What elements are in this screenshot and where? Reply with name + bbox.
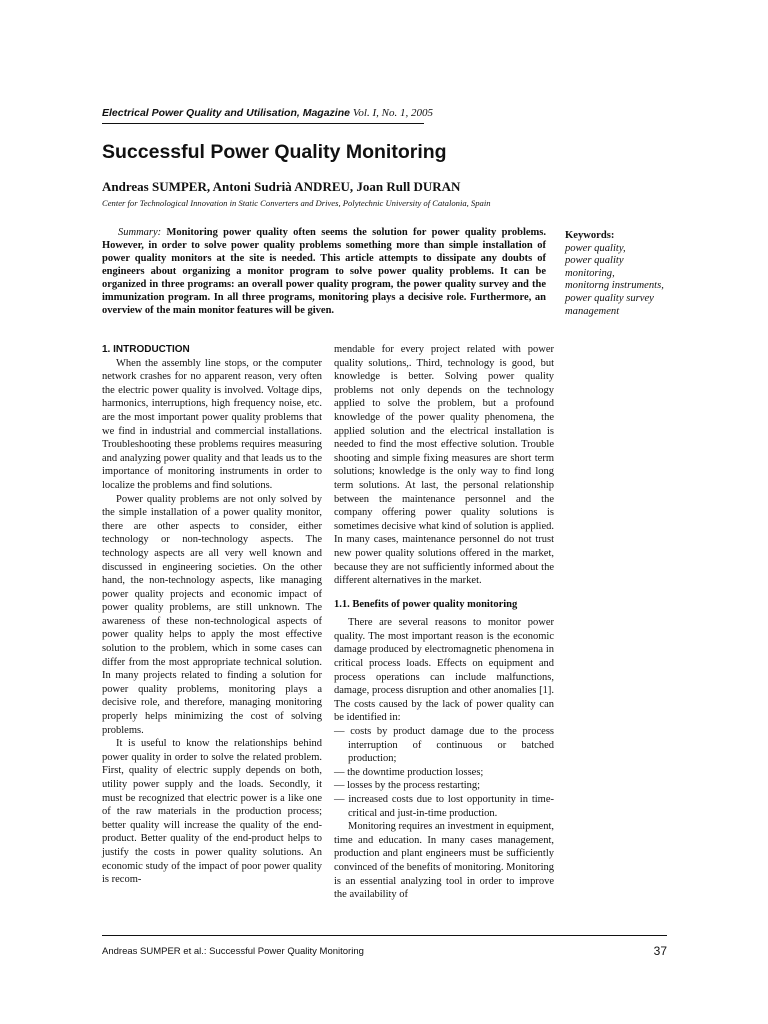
footer-rule <box>102 935 667 936</box>
body-paragraph: There are several reasons to monitor power quality. The most important reason is the economic damage produced by electromagnetic phenomena in critical process loads. Effects on equipment and process operations can include malfunctions, damage, process disruption and other anomalies [1]. The costs caused by the lack of power quality can be identified in: <box>334 617 554 724</box>
article-authors: Andreas SUMPER, Antoni Sudrià ANDREU, Joan Rull DURAN <box>102 179 461 194</box>
footer-running-title: Andreas SUMPER et al.: Successful Power Quality Monitoring <box>102 946 364 957</box>
summary-text: Monitoring power quality often seems the solution for power quality problems. However, in order to solve power quality problems something more than simple installation of power quality monitors at the site is needed. This article attempts to dissipate any doubts of engineers about organizing a monitor program to solve power quality problems. It can be organized in three programs: an overall power quality program, the power quality survey and the immunization program. In all three programs, monitoring plays a decisive role. Furthermore, an overview of the main monitor features will be given. <box>102 227 547 316</box>
body-paragraph: Power quality problems are not only solved by the simple installation of a power quality monitor, there are other aspects to consider, either technology or non-technology aspects. The technology aspects are all very well known and discussed in engineering societies. On the other hand, the non-technology aspects, like managing power quality projects and economic impact of power quality problems, are still unknown. The awareness of these non-technological aspects of power quality helps to apply the most effective solution to the problem, which in some cases can differ from the most appropriate technical solution. In many projects related to finding a solution for power quality problems, monitoring plays a decisive role, and therefore, managing monitoring properly helps minimizing the cost of solving problems. <box>102 493 322 736</box>
journal-title: Electrical Power Quality and Utilisation, Magazine <box>102 107 350 119</box>
keyword-item: monitorng instruments, <box>565 280 664 292</box>
subsection-heading: 1.1. Benefits of power quality monitoring <box>334 598 518 610</box>
body-column-right <box>334 343 554 902</box>
list-item: — increased costs due to lost opportunity in time-critical and just-in-time production. <box>334 794 554 819</box>
section-heading: 1. INTRODUCTION <box>102 344 190 355</box>
cost-list <box>334 725 554 820</box>
article-title: Successful Power Quality Monitoring <box>102 141 447 163</box>
body-column-left <box>102 343 322 887</box>
keywords-heading: Keywords: <box>565 230 615 241</box>
list-item: — losses by the process restarting; <box>334 780 481 792</box>
keywords-block <box>565 230 670 318</box>
list-item: — the downtime production losses; <box>334 766 484 778</box>
summary-block <box>102 226 546 317</box>
body-paragraph: Monitoring requires an investment in equipment, time and education. In many cases management, production and plant engineers must be sufficiently convinced of the benefits of monitoring. Monitoring is an essential analyzing tool in order to improve the availability of <box>334 821 554 901</box>
body-paragraph: mendable for every project related with power quality solutions,. Third, technology is good, but knowledge is better. Solving power quality problems not only depends on the technology applied to solve the problem, but a profound knowledge of the power quality phenomena, the applied solution and the electrical installation is needed to find the most effective solution. Trouble shooting and simple fixing measures are short term solutions; knowledge is the only way to find long term solutions. At last, the personal relationship between the maintenance personnel and the company offering power quality solutions is sometimes decisive what kind of solution is applied. In many cases, maintenance personnel do not trust new power quality solutions offered in the market, because they are not sufficiently informed about the different alternatives in the market. <box>334 344 554 587</box>
header-rule <box>102 123 424 124</box>
body-paragraph: It is useful to know the relationships behind power quality in order to solve the related problem. First, quality of electric supply depends on both, utility power supply and the loads. Secondly, it must be recognized that electric power is a like one of the raw materials in the production process; better quality will increase the quality of the end-product. Better quality of the end-product helps to justify the costs in power quality solutions. An economic study of the impact of poor power quality is recom- <box>102 738 322 886</box>
article-affiliation: Center for Technological Innovation in Static Converters and Drives, Polytechnic University of Catalonia, Spain <box>102 198 491 208</box>
summary-label: Summary: <box>118 227 162 238</box>
page-number: 37 <box>653 944 667 958</box>
keyword-item: power quality, <box>565 242 626 254</box>
keyword-item: power quality survey management <box>565 292 654 317</box>
list-item: — costs by product damage due to the process interruption of continuous or batched production; <box>334 726 554 765</box>
journal-header <box>102 107 433 119</box>
journal-volume: Vol. I, No. 1, 2005 <box>352 107 433 119</box>
body-paragraph: When the assembly line stops, or the computer network crashes for no apparent reason, very often the electric power quality is involved. Voltage dips, harmonics, interruptions, high frequency noise, etc. are the most important power quality problems that we find in industrial and commercial installations. Troubleshooting these problems requires measuring and analyzing power quality and that leads us to the importance of monitoring instruments in order to localize the problems and find solutions. <box>102 357 322 491</box>
keyword-item: power quality monitoring, <box>565 255 624 279</box>
